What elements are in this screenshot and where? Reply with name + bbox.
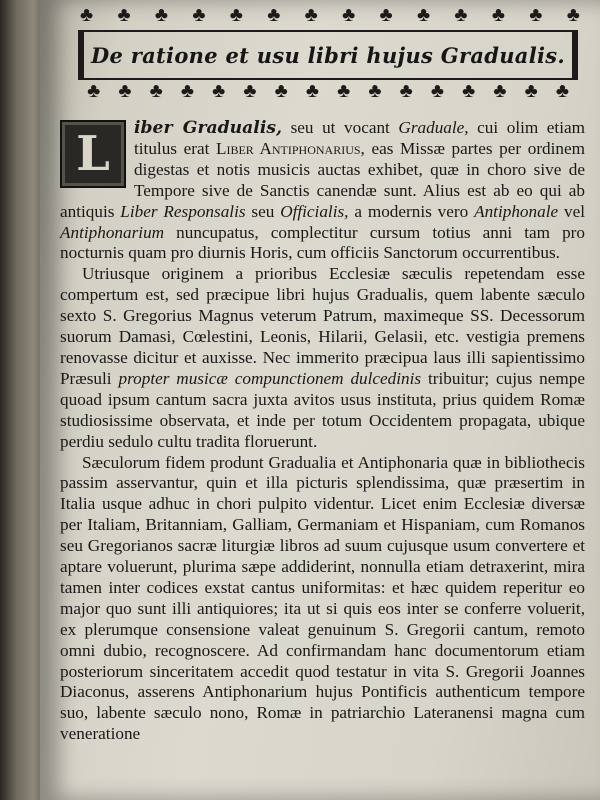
title-frame	[78, 30, 578, 80]
trefoil-ornament-icon: ♣	[493, 80, 507, 102]
italic-run: Antiphonarium	[60, 222, 165, 242]
trefoil-ornament-icon: ♣	[80, 4, 94, 26]
text-run: Sæculorum fidem produnt Gradualia et Antiphonaria quæ in bibliothecis passim asservantur, quin et illa picturis splendissima, quæ præsertim in Italia usque adhuc in chori pulpito videntur. Licet enim Ecclesiæ diversæ per Italiam, Britanniam, Galliam, Germaniam et Hispaniam, cum Romanos seu Gregorianos sacræ liturgiæ libros ad suum cujusque usum convertere et aptare voluerunt, plurima sæpe addiderint, nonnulla etiam detraxerint, mira tamen inter codices exstat cantus uniformitas: et hæc quidem reperitur eo major quo sunt illi antiquiores; ita ut si quis eos inter se conferre voluerit, ex plerumque consensione valeat genuinum S. Gregorii cantum, remoto omni dubio, recognoscere. Ad confirmandam hanc documentorum etiam posteriorum sinceritatem accedit quod testatur in vita S. Gregorii Joannes Diaconus, asserens Antiphonarium hujus Pontificis authenticum tempore suo, labente sæculo nono, Romæ in patriarchio Lateranensi magna cum veneratione	[60, 452, 585, 744]
paragraph-3	[60, 453, 585, 746]
italic-run: Officialis,	[280, 201, 349, 221]
text-run: tribuitur; cujus nempe quoad ipsum cantum sacra juxta avitos usus instituta, prius quidem Romæ studiosissime observata, et inde per totum Occidentem propagata, ubique perdiu sedulo cultu tradita floruerunt.	[60, 368, 585, 451]
trefoil-ornament-icon: ♣	[87, 80, 101, 102]
italic-run: Graduale,	[398, 118, 469, 137]
trefoil-ornament-icon: ♣	[274, 80, 288, 102]
trefoil-ornament-icon: ♣	[118, 80, 132, 102]
text-run: seu	[245, 201, 281, 221]
trefoil-ornament-icon: ♣	[243, 80, 257, 102]
text-run: vel	[558, 201, 585, 221]
lead-words: iber Gradualis,	[134, 118, 283, 138]
body-text	[60, 118, 585, 745]
trefoil-ornament-icon: ♣	[491, 4, 505, 26]
trefoil-ornament-icon: ♣	[430, 80, 444, 102]
trefoil-ornament-icon: ♣	[555, 80, 569, 102]
paragraph-1	[60, 118, 585, 264]
trefoil-ornament-icon: ♣	[117, 4, 131, 26]
trefoil-ornament-icon: ♣	[524, 80, 538, 102]
text-run: nuncupatus, complectitur cursum totius anni tam pro nocturnis quam pro diurnis Horis, cum officiis Sanctorum occurrentibus.	[60, 222, 585, 263]
bottom-ornament-border	[78, 78, 578, 108]
trefoil-ornament-icon: ♣	[337, 80, 351, 102]
trefoil-ornament-icon: ♣	[180, 80, 194, 102]
italic-run: Antiphonale	[474, 201, 559, 221]
trefoil-ornament-icon: ♣	[379, 4, 393, 26]
small-caps-run: Liber Antiphonarius,	[215, 138, 365, 158]
text-run: eas Missæ partes per ordinem digestas et notis musicis auctas exhibet, quæ in choro sive de Tempore sive de Sanctis canendæ sunt. Alius est ab eo qui ab antiquis	[60, 138, 586, 221]
trefoil-ornament-icon: ♣	[416, 4, 431, 26]
trefoil-ornament-icon: ♣	[154, 4, 168, 26]
trefoil-ornament-icon: ♣	[192, 4, 206, 26]
trefoil-ornament-icon: ♣	[566, 4, 580, 26]
text-run: Utriusque originem a prioribus Ecclesiæ sæculis repetendam esse compertum est, sed præcipue libri hujus Gradualis, quem labente sæculo sexto S. Gregorius Magnus veterum Patrum, maximeque SS. Decessorum suorum Damasi, Cœlestini, Leonis, Hilarii, Gelasii, etc. vestigia premens renovasse dicitur et auxisse. Nec immerito præcipua laus illi sapientissimo Præsuli	[60, 264, 585, 388]
italic-run: propter musicæ compunctionem dulcedinis	[118, 368, 422, 388]
paragraph-2	[60, 264, 585, 452]
trefoil-ornament-icon: ♣	[304, 4, 318, 26]
text-run: cui olim etiam titulus erat	[134, 118, 585, 158]
trefoil-ornament-icon: ♣	[368, 80, 382, 102]
illuminated-initial: L	[60, 120, 126, 188]
trefoil-ornament-icon: ♣	[229, 4, 243, 26]
trefoil-ornament-icon: ♣	[462, 80, 476, 102]
top-ornament-border	[80, 2, 580, 28]
page-title: De ratione et usu libri hujus Gradualis.	[91, 42, 565, 68]
italic-run: Liber Responsalis	[120, 201, 246, 221]
trefoil-ornament-icon: ♣	[212, 80, 226, 102]
book-page	[40, 0, 600, 800]
trefoil-ornament-icon: ♣	[305, 80, 319, 102]
trefoil-ornament-icon: ♣	[529, 4, 543, 26]
text-run: a modernis vero	[348, 201, 475, 221]
trefoil-ornament-icon: ♣	[267, 4, 281, 26]
trefoil-ornament-icon: ♣	[399, 80, 413, 102]
trefoil-ornament-icon: ♣	[454, 4, 468, 26]
trefoil-ornament-icon: ♣	[342, 4, 356, 26]
trefoil-ornament-icon: ♣	[149, 80, 163, 102]
text-run: seu ut vocant	[282, 118, 399, 137]
